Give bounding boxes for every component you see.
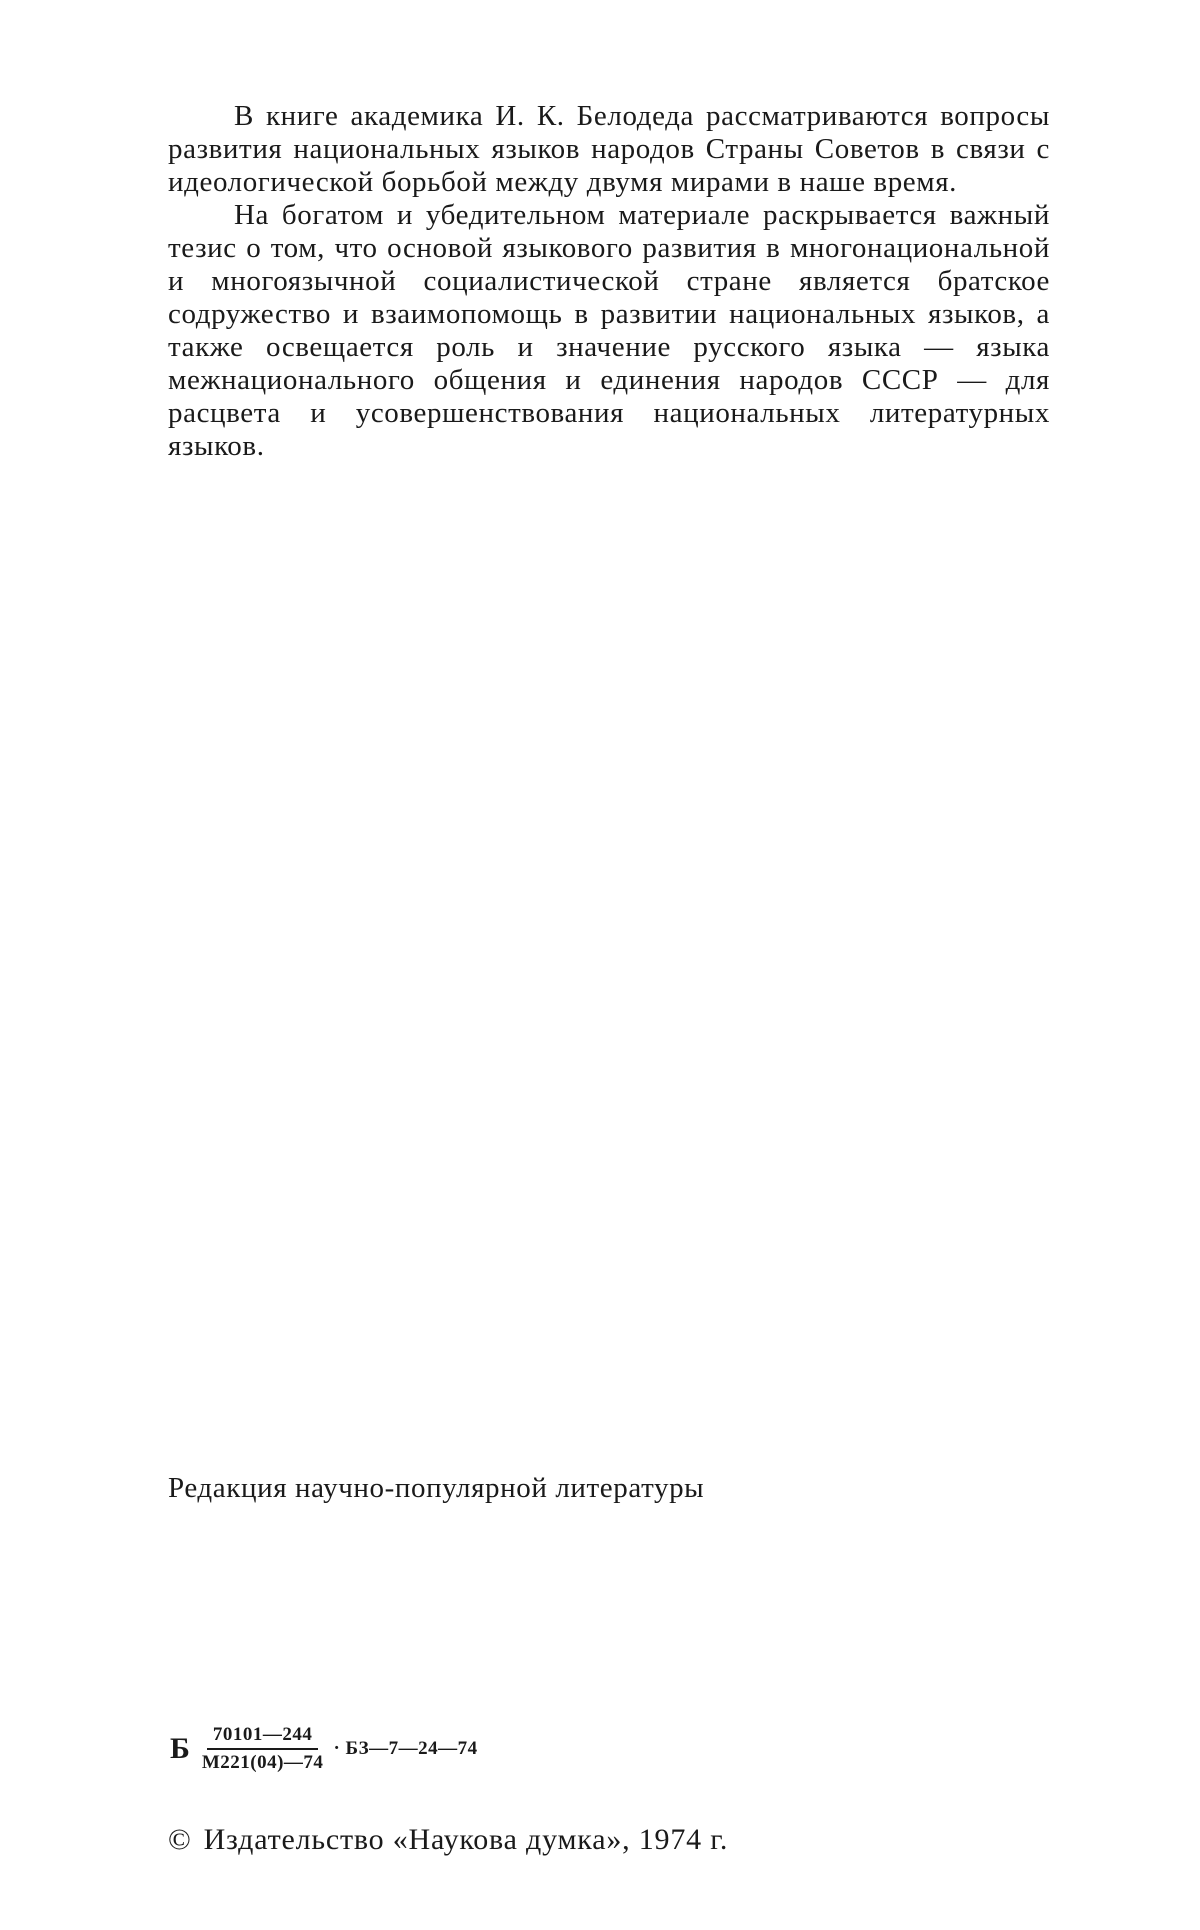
annotation-paragraph: В книге академика И. К. Белодеда рассматриваются вопросы развития национальных языков народов Страны Советов в связи с идеологической борьбой между двумя мирами в наше время. <box>168 100 1050 198</box>
editorial-office-line: Редакция научно-популярной литературы <box>168 1472 705 1504</box>
classification-suffix: · БЗ—7—24—74 <box>333 1738 478 1759</box>
classification-letter: Б <box>170 1732 190 1765</box>
annotation-paragraph: На богатом и убедительном материале раскрывается важный тезис о том, что основой языкового развития в многонациональной и многоязычной социалистической стране является братское содружество и взаимопомощь в развитии национальных языков, а также освещается роль и значение русского языка — языка межнационального общения и единения народов СССР — для расцвета и усовершенствования национальных литературных языков. <box>168 199 1050 462</box>
classification-denominator: М221(04)—74 <box>201 1752 324 1773</box>
copyright-text: Издательство «Наукова думка», 1974 г. <box>203 1823 729 1856</box>
classification-code <box>170 1718 478 1780</box>
copyright-icon: © <box>168 1823 192 1856</box>
classification-numerator: 70101—244 <box>207 1724 319 1750</box>
classification-fraction <box>196 1724 330 1774</box>
copyright-line <box>168 1823 728 1857</box>
annotation-block <box>168 100 1050 463</box>
